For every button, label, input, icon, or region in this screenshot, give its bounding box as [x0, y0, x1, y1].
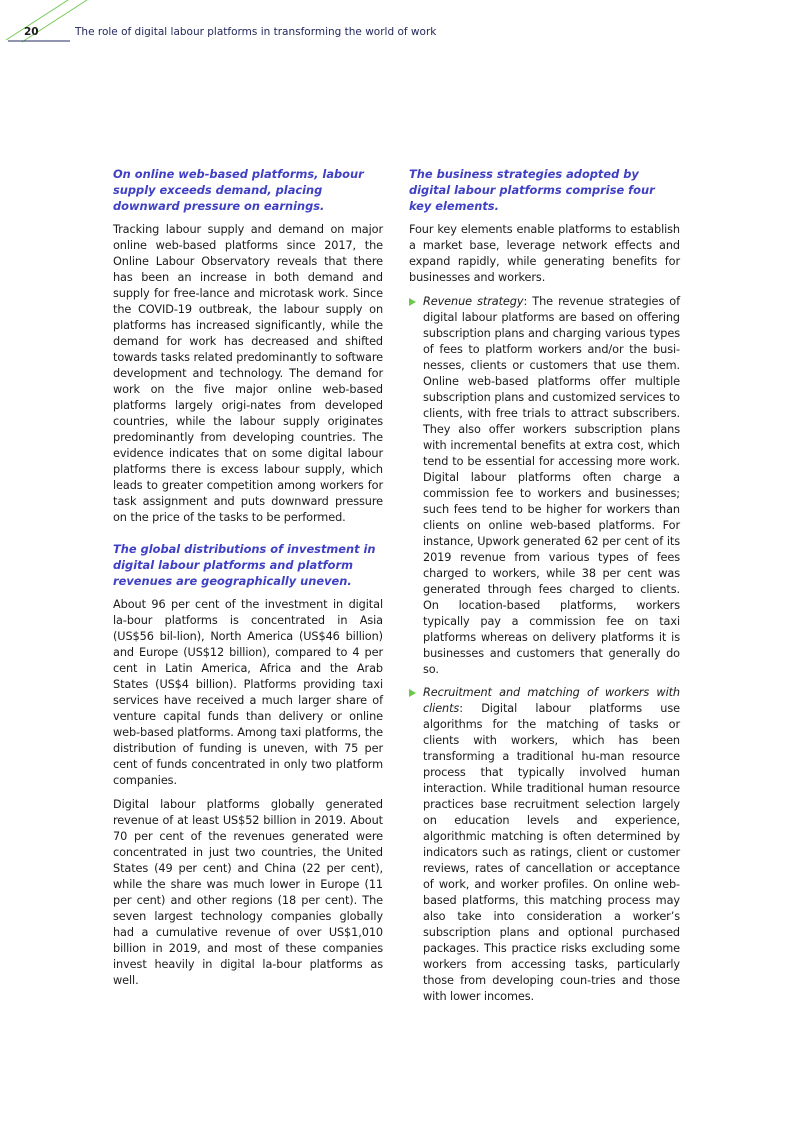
bullet-text: : The revenue strategies of digital labour platforms are based on offering subscription plans and charging various types of fees to platform workers and/or the busi-nesses, clients or customers that use them. Online web-based platforms offer multiple subscription plans and customized services to clients, with free trials to attract subscribers. They also offer workers subscription plans with incremental benefits at extra cost, which tend to be essential for accessing more work. Digital labour platforms often charge a commission fee to workers and businesses; such fees tend to be higher for workers than clients on online web-based platforms. For instance, Upwork generated 62 per cent of its 2019 revenue from various types of fees charged to workers, while 38 per cent was generated through fees charged to clients. On location-based platforms, workers typically pay a commission fee on taxi platforms whereas on delivery platforms it is businesses and customers that generally do so.	[423, 295, 680, 676]
right-column	[409, 166, 680, 1012]
bullet-text: : Digital labour platforms use algorithms for the matching of tasks or clients with workers, which has been transforming a traditional hu-man resource process that typically involved human interaction. While traditional human resource practices base recruitment selection largely on education levels and experience, algorithmic matching is often determined by indicators such as ratings, client or customer reviews, rates of cancellation or acceptance of work, and worker profiles. On online web-based platforms, this matching process may also take into consideration a worker’s subscription plans and optional purchased packages. This practice risks excluding some workers from accessing tasks, particularly those from developing coun-tries and those with lower incomes.	[423, 702, 680, 1003]
paragraph-investment: About 96 per cent of the investment in digital la-bour platforms is concentrated in Asia (US$56 bil-lion), North America (US$46 billion) and Europe (US$12 billion), compared to 4 per cent in Latin America, Africa and the Arab States (US$4 billion). Platforms providing taxi services have received a much larger share of venture capital funds than delivery or online web-based platforms. Among taxi platforms, the distribution of funding is uneven, with 75 per cent of funds concentrated in only two platform companies.	[113, 598, 383, 787]
section-heading-investment: The global distributions of investment in digital labour platforms and platform revenues are geographically uneven.	[113, 542, 376, 588]
header-decoration-lines	[0, 0, 110, 45]
bullet-revenue-strategy	[409, 294, 680, 678]
bullet-recruitment-matching	[409, 685, 680, 1005]
bullet-label: Recruitment and matching of workers with clients	[423, 686, 680, 715]
paragraph-key-elements: Four key elements enable platforms to establish a market base, leverage network effects and expand rapidly, while generating benefits for businesses and workers.	[409, 223, 680, 284]
section-heading-business-strategies: The business strategies adopted by digital labour platforms comprise four key elements.	[409, 167, 655, 213]
left-column	[113, 166, 383, 997]
paragraph-labour-supply: Tracking labour supply and demand on major online web-based platforms since 2017, the Online Labour Observatory reveals that there has been an increase in both demand and supply for free-lance and microtask work. Since the COVID-19 outbreak, the labour supply on platforms has increased significantly, while the demand for work has decreased and shifted towards tasks related predominantly to software development and technology. The demand for work on the five major online web-based platforms largely origi-nates from developed countries, while the labour supply originates predominantly from developing countries. The evidence indicates that on some digital labour platforms there is excess labour supply, which leads to greater competition among workers for task assignment and puts downward pressure on the price of the tasks to be performed.	[113, 223, 383, 524]
bullet-label: Revenue strategy	[423, 295, 524, 308]
paragraph-revenue: Digital labour platforms globally generated revenue of at least US$52 billion in 2019. About 70 per cent of the revenues generated were concentrated in just two countries, the United States (49 per cent) and China (22 per cent), while the share was much lower in Europe (11 per cent) and other regions (18 per cent). The seven largest technology companies globally had a cumulative revenue of over US$1,010 billion in 2019, and most of these companies invest heavily in digital la-bour platforms as well.	[113, 798, 383, 987]
triangle-bullet-icon	[409, 689, 416, 697]
triangle-bullet-icon	[409, 298, 416, 306]
section-heading-labour-supply: On online web-based platforms, labour supply exceeds demand, placing downward pressure on earnings.	[113, 167, 364, 213]
page-number: 20	[24, 26, 39, 38]
running-title: The role of digital labour platforms in transforming the world of work	[75, 26, 437, 38]
